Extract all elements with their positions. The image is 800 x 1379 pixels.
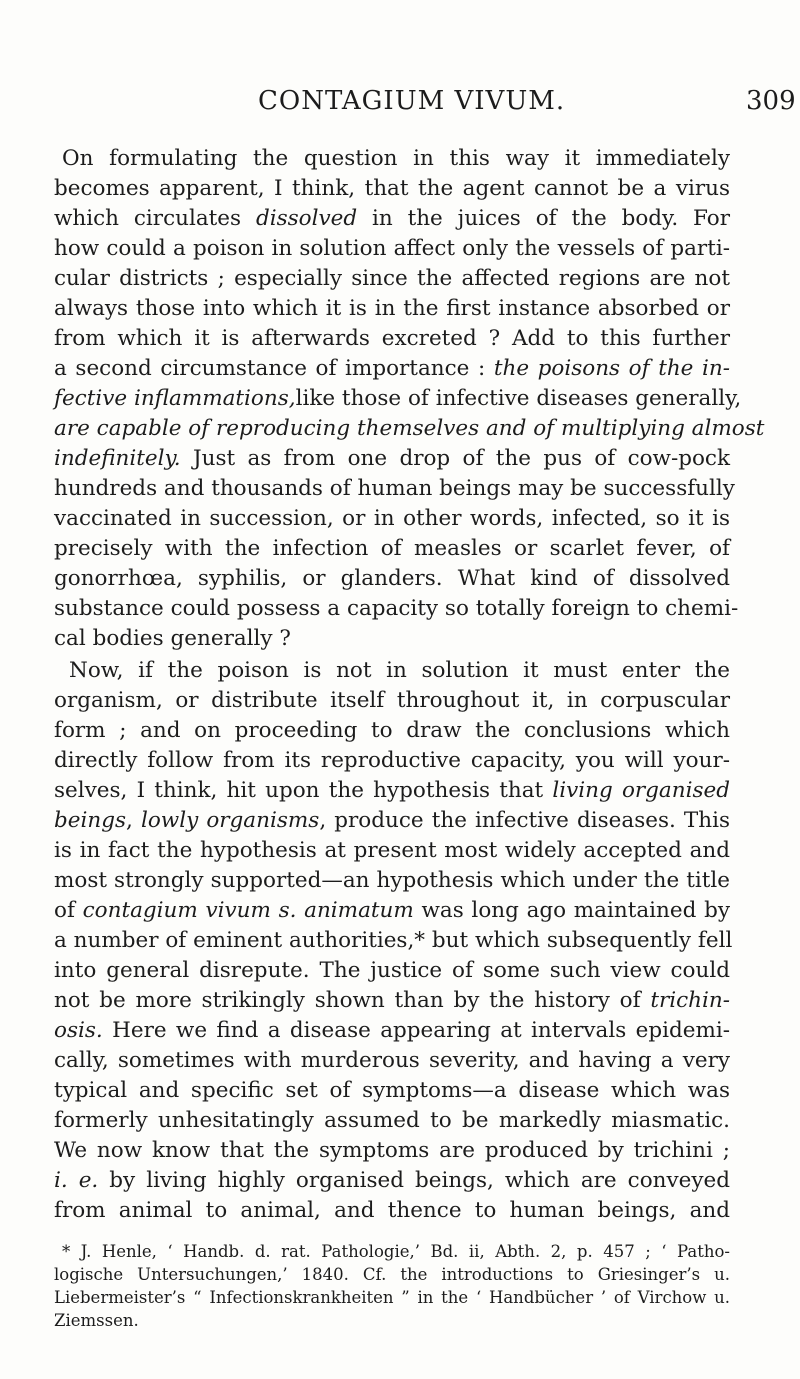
text-line: not be more strikingly shown than by the history of trichin-: [54, 988, 730, 1013]
text-line: formerly unhesitatingly assumed to be markedly miasmatic.: [54, 1108, 730, 1133]
text-line: always those into which it is in the first instance absorbed or: [54, 296, 730, 321]
text-line: Now, if the poison is not in solution it must enter the: [69, 658, 730, 683]
running-title: CONTAGIUM VIVUM.: [258, 86, 566, 116]
text-line: i. e. by living highly organised beings, which are conveyed: [54, 1168, 730, 1193]
text-line: is in fact the hypothesis at present most widely accepted and: [54, 838, 730, 863]
page-header: [0, 86, 800, 126]
text-line: osis. Here we find a disease appearing at intervals epidemi-: [54, 1018, 730, 1043]
text-line: form ; and on proceeding to draw the conclusions which: [54, 718, 730, 743]
text-line: into general disrepute. The justice of some such view could: [54, 958, 730, 983]
footnote-line: Liebermeister’s “ Infectionskrankheiten ” in the ‘ Handbücher ’ of Virchow u.: [54, 1288, 730, 1307]
text-line: vaccinated in succession, or in other words, infected, so it is: [54, 506, 730, 531]
text-line: precisely with the infection of measles or scarlet fever, of: [54, 536, 730, 561]
text-line: organism, or distribute itself throughout it, in corpuscular: [54, 688, 730, 713]
text-line: are capable of reproducing themselves and of multiplying almost: [54, 416, 765, 441]
text-line: beings, lowly organisms, produce the infective diseases. This: [54, 808, 731, 833]
text-line: indefinitely. Just as from one drop of the pus of cow-pock: [54, 446, 730, 471]
text-line: becomes apparent, I think, that the agent cannot be a virus: [54, 176, 730, 201]
text-line: most strongly supported—an hypothesis which under the title: [54, 868, 730, 893]
footnote-line: * J. Henle, ‘ Handb. d. rat. Pathologie,’ Bd. ii, Abth. 2, p. 457 ; ‘ Patho-: [62, 1242, 730, 1261]
text-line: cal bodies generally ?: [54, 626, 291, 651]
text-line: substance could possess a capacity so totally foreign to chemi-: [54, 596, 739, 621]
text-line: a number of eminent authorities,* but which subsequently fell: [54, 928, 733, 953]
footnote-line: Ziemssen.: [54, 1311, 139, 1330]
text-line: which circulates dissolved in the juices of the body. For: [54, 206, 730, 231]
footnote-line: logische Untersuchungen,’ 1840. Cf. the introductions to Griesinger’s u.: [54, 1265, 730, 1284]
text-line: We now know that the symptoms are produced by trichini ;: [54, 1138, 730, 1163]
text-line: On formulating the question in this way it immediately: [62, 146, 730, 171]
page-number: 309: [746, 86, 796, 116]
text-line: hundreds and thousands of human beings may be successfully: [54, 476, 735, 501]
text-line: from which it is afterwards excreted ? Add to this further: [54, 326, 730, 351]
text-line: cular districts ; especially since the affected regions are not: [54, 266, 730, 291]
text-line: of contagium vivum s. animatum was long ago maintained by: [54, 898, 730, 923]
text-line: selves, I think, hit upon the hypothesis that living organised: [54, 778, 730, 803]
text-line: cally, sometimes with murderous severity, and having a very: [54, 1048, 730, 1073]
text-line: from animal to animal, and thence to human beings, and: [54, 1198, 730, 1223]
text-line: fective inflammations,like those of infective diseases generally,: [54, 386, 742, 411]
text-line: how could a poison in solution affect only the vessels of parti-: [54, 236, 730, 261]
text-line: a second circumstance of importance : the poisons of the in-: [54, 356, 730, 381]
text-line: gonorrhœa, syphilis, or glanders. What kind of dissolved: [54, 566, 730, 591]
text-line: typical and specific set of symptoms—a disease which was: [54, 1078, 730, 1103]
text-line: directly follow from its reproductive capacity, you will your-: [54, 748, 730, 773]
